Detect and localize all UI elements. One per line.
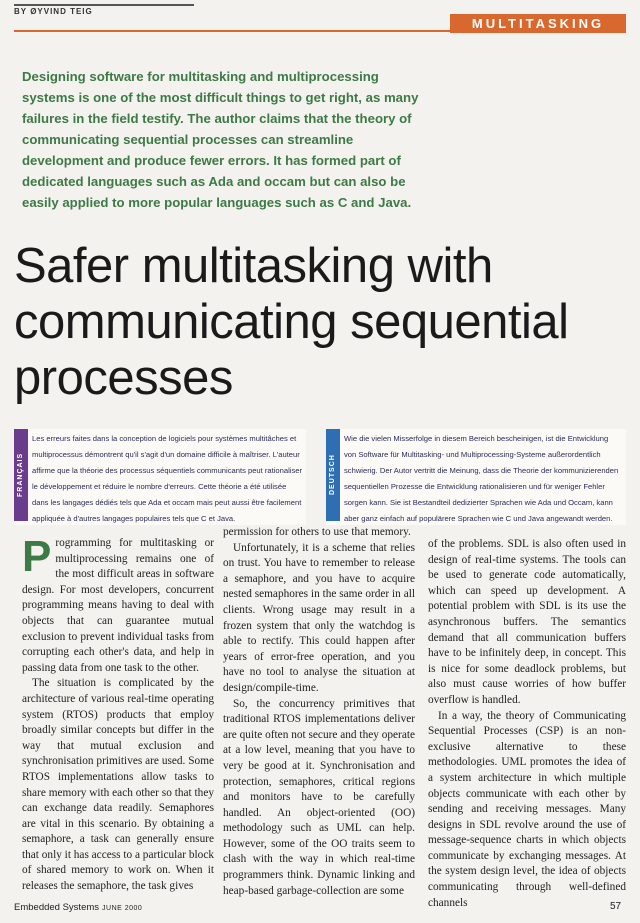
section-rule [14,30,450,32]
footer [14,902,142,913]
body-paragraph: The situation is complicated by the architecture of various real-time operating system (RTOS) products that employ broadly similar concepts but differ in the way that mutual exclusion and synchronisation primitives are used. Some RTOS implementations allow tasks to share memory with each other so that they can exchange data readily. Semaphores are vital in this scenario. By obtaining a semaphore, a task can generally ensure that only it has access to a particular block of shared memory to work on. When it releases the semaphore, the task gives [22,677,214,893]
issue-date: JUNE 2000 [102,905,143,912]
body-column-2 [223,525,415,899]
german-abstract [326,429,626,525]
german-tag: DEUTSCH [326,429,340,521]
french-abstract-text: Les erreurs faites dans la conception de logiciels pour systèmes multitâches et multiprocessus démontrent qu'il s'agit d'un domaine difficile à maîtriser. L'auteur affirme que la théorie des processus séquentiels communicants peut rationaliser le développement et réduire le nombre d'erreurs. Cette théorie a été utilisée dans les langages dédiés tels que Ada et occam mais peut aussi être facilement appliquée à d'autres langages populaires tels que C et Java. [32,434,303,523]
standfirst: Designing software for multitasking and multiprocessing systems is one of the most difficult things to get right, as many failures in the field testify. The author claims that the theory of communicating sequential processes can streamline development and produce fewer errors. It has formed part of dedicated languages such as Ada and occam but can also be easily applied to more popular languages such as C and Java. [22,69,419,210]
body-column-3 [428,537,626,911]
german-abstract-text: Wie die vielen Misserfolge in diesem Bereich bescheinigen, ist die Entwicklung von Software für Multitasking- und Multiprocessing-Systeme außerordentlich schwierig. Der Autor vertritt die Meinung, dass die Theorie der kommunizierenden sequentiellen Prozesse die Entwicklung rationalisieren und für weniger Fehler sorgen kann. Sie ist Bestandteil dedizierter Sprachen wie Ada und Occam, kann aber ganz einfach auf populärere Sprachen wie C und Java angewandt werden. [344,434,619,523]
article-title: Safer multitasking with communicating sequential processes [14,239,569,405]
body-paragraph: In a way, the theory of Communicating Sequential Processes (CSP) is an non-exclusive alternative to these methodologies. UML promotes the idea of a system architecture in which multiple objects communicate with each other by sending and receiving messages. Many designs in SDL revolve around the use of message-sequence charts in which objects communicate by exchanging messages. At the system design level, the idea of objects communicating through well-defined channels [428,709,626,909]
body-paragraph: So, the concurrency primitives that traditional RTOS implementations deliver are quite often not secure and they operate at a low level, meaning that you have to very be good at it. Synchronisation and protection, semaphores, critical regions and monitors have to be carefully handled. An object-oriented (OO) methodology such as UML can help. However, some of the OO traits seem to clash with the way in which real-time programmers think. Dynamic linking and heap-based garbage-collection are some [223,697,415,897]
body-column-1 [22,532,214,895]
body-paragraph: of the problems. SDL is also often used in design of real-time systems. The tools can be used to generate code automatically, which can speed up development. A potential problem with SDL is its use the asynchronous buffers. The semantics demand that all communication buffers have to be infinitely deep, in concept. This is nice for some deadlock problems, but also must cause worries of how buffer overflow is handled. [428,538,626,706]
body-text: rogramming for multitasking or multiprocessing remains one of the most difficult areas in software design. For most developers, concurrent programming means having to deal with objects that can guarantee mutual exclusion to prevent individual tasks from corrupting each other's data, and help in passing data from one task to the other. [22,537,214,674]
french-abstract [14,429,306,525]
section-tag: MULTITASKING [450,14,626,33]
publication-name: Embedded Systems [14,902,100,913]
body-paragraph [22,532,214,676]
body-paragraph: Unfortunately, it is a scheme that relies on trust. You have to remember to release a semaphore, and you have to acquire nested semaphores in the same order in all clients. Wrong usage may result in a frozen system that only the watchdog is able to rectify. This could happen after years of error-free operation, and you have no tool to analyse the situation at design/compile-time. [223,541,415,694]
body-paragraph: permission for others to use that memory. [223,526,411,538]
author-byline: BY ØYVIND TEIG [14,4,194,16]
page-number: 57 [610,901,622,912]
drop-cap: P [22,532,52,581]
french-tag: FRANÇAIS [14,429,28,521]
